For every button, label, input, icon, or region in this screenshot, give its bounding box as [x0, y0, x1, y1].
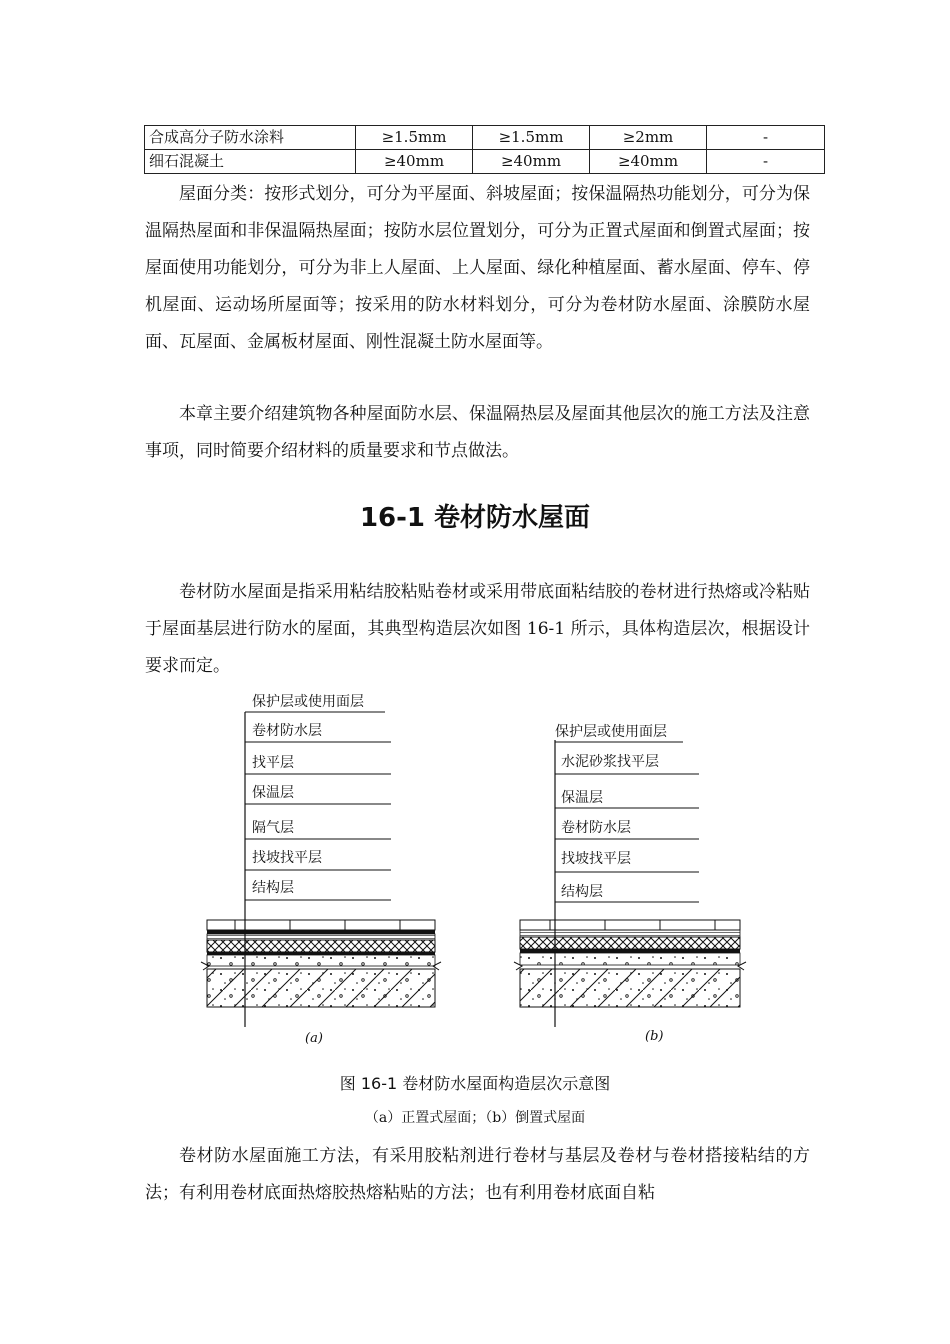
table-cell: ≥1.5mm [473, 126, 590, 150]
thickness-table [144, 125, 825, 174]
layer-label: 卷材防水层 [252, 723, 322, 739]
layer-label: 结构层 [561, 884, 603, 900]
diagram-a-section [201, 920, 441, 1007]
section-title: 16-1 卷材防水屋面 [359, 503, 591, 533]
diagram-a-labels [245, 693, 391, 900]
layer-label: 卷材防水层 [561, 820, 631, 836]
table-cell: ≥40mm [356, 150, 473, 174]
figure-subcaption: （a）正置式屋面；（b）倒置式屋面 [364, 1110, 586, 1126]
table-cell: - [707, 126, 825, 150]
layer-label: 保护层或使用面层 [252, 694, 364, 710]
layer-label: 找平层 [252, 755, 294, 771]
table-row [145, 126, 825, 150]
diagram-b [514, 723, 746, 1044]
paragraph-chapter-intro: 本章主要介绍建筑物各种屋面防水层、保温隔热层及屋面其他层次的施工方法及注意事项，同时简要介绍材料的质量要求和节点做法。 [145, 404, 810, 461]
paragraph-construction-methods: 卷材防水屋面施工方法，有采用胶粘剂进行卷材与基层及卷材与卷材搭接粘结的方法；有利用卷材底面热熔胶热熔粘贴的方法；也有利用卷材底面自粘 [145, 1146, 810, 1203]
diagram-a [201, 693, 441, 1046]
table-row [145, 150, 825, 174]
table-cell: ≥40mm [473, 150, 590, 174]
paragraph-membrane-roof-definition: 卷材防水屋面是指采用粘结胶粘贴卷材或采用带底面粘结胶的卷材进行热熔或冷粘贴于屋面基层进行防水的屋面，其典型构造层次如图 16-1 所示，具体构造层次，根据设计要求而定。 [145, 582, 810, 676]
diagram-b-labels [555, 723, 699, 902]
paragraph-roof-classification: 屋面分类：按形式划分，可分为平屋面、斜坡屋面；按保温隔热功能划分，可分为保温隔热屋面和非保温隔热屋面；按防水层位置划分，可分为正置式屋面和倒置式屋面；按屋面使用功能划分，可分为非上人屋面、上人屋面、绿化种植屋面、蓄水屋面、停车、停机屋面、运动场所屋面等；按采用的防水材料划分，可分为卷材防水屋面、涂膜防水屋面、瓦屋面、金属板材屋面、刚性混凝土防水屋面等。 [145, 184, 810, 352]
table-cell: ≥2mm [590, 126, 707, 150]
layer-label: 保护层或使用面层 [555, 724, 667, 740]
diagram-a-tag: (a) [305, 1031, 323, 1046]
roof-layers-diagram [195, 682, 755, 1052]
diagram-b-section [514, 920, 746, 1007]
figure-roof-layers [195, 682, 755, 1052]
table-cell: ≥1.5mm [356, 126, 473, 150]
table-cell-material: 细石混凝土 [145, 150, 356, 174]
figure-caption: 图 16-1 卷材防水屋面构造层次示意图 [339, 1074, 611, 1093]
table-cell: ≥40mm [590, 150, 707, 174]
layer-label: 隔气层 [252, 820, 294, 836]
table-cell-material: 合成高分子防水涂料 [145, 126, 356, 150]
layer-label: 结构层 [252, 880, 294, 896]
layer-label: 水泥砂浆找平层 [561, 754, 659, 770]
layer-label: 保温层 [252, 785, 294, 801]
layer-label: 找坡找平层 [252, 850, 322, 866]
layer-label: 保温层 [561, 790, 603, 806]
table-cell: - [707, 150, 825, 174]
diagram-b-tag: (b) [645, 1029, 664, 1044]
layer-label: 找坡找平层 [561, 851, 631, 867]
